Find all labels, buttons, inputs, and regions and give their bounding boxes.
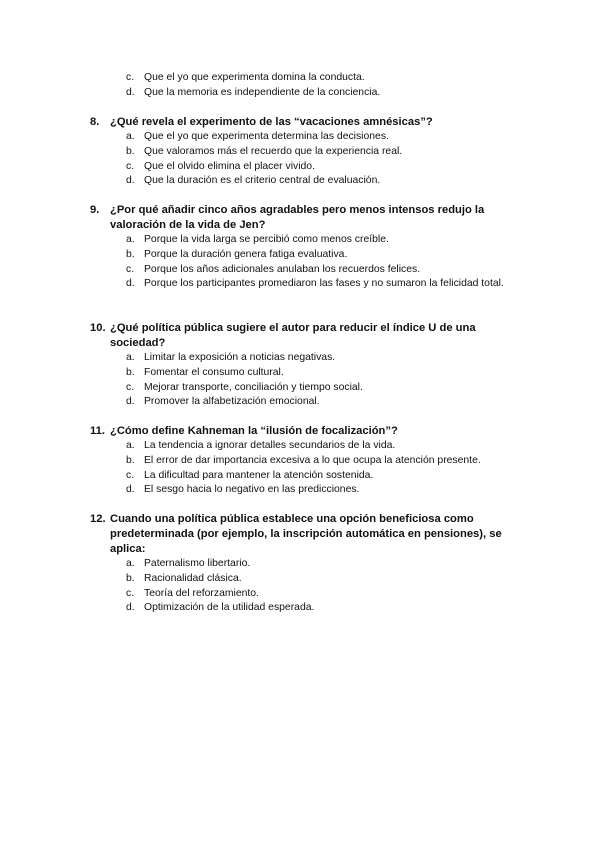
option-text: Limitar la exposición a noticias negativas. (144, 352, 336, 363)
question-number: 8. (90, 116, 100, 128)
option-letter: d. (126, 175, 135, 187)
option-text: La dificultad para mantener la atención sostenida. (144, 469, 374, 481)
question-text: Cuando una política pública establece una opción beneficiosa como predeterminada (por ejemplo, la inscripción automática en pensiones), se aplica: (110, 513, 502, 555)
option-text: Porque los participantes promediaron las fases y no sumaron la felicidad total. (144, 278, 504, 290)
option-text: El error de dar importancia excesiva a lo que ocupa la atención presente. (144, 454, 481, 466)
option-a (90, 557, 530, 572)
option-text: Racionalidad clásica. (144, 572, 242, 584)
option-text: Que la memoria es independiente de la conciencia. (144, 86, 381, 98)
option-letter: c. (126, 587, 135, 599)
option-letter: b. (126, 454, 135, 466)
option-letter: a. (126, 440, 135, 451)
option-d (90, 395, 530, 410)
option-a (90, 439, 530, 454)
option-letter: d. (126, 602, 135, 614)
option-text: Porque la duración genera fatiga evaluativa. (144, 248, 348, 260)
option-text: Que el yo que experimenta domina la conducta. (144, 72, 365, 83)
question-number: 11. (90, 425, 105, 437)
option-c (90, 469, 530, 484)
option-letter: a. (126, 352, 135, 363)
question-9 (90, 203, 530, 292)
option-text: Teoría del reforzamiento. (144, 587, 259, 599)
option-7d (90, 86, 530, 101)
question-text: ¿Qué revela el experimento de las “vacaciones amnésicas”? (110, 116, 433, 128)
option-letter: d. (126, 484, 135, 496)
option-letter: a. (126, 131, 135, 142)
option-letter: b. (126, 145, 135, 157)
option-letter: a. (126, 234, 135, 245)
option-a (90, 130, 530, 145)
option-d (90, 174, 530, 189)
question-text: ¿Qué política pública sugiere el autor para reducir el índice U de una sociedad? (110, 322, 476, 349)
question-10 (90, 321, 530, 410)
option-text: Porque los años adicionales anulaban los recuerdos felices. (144, 263, 421, 275)
option-letter: c. (126, 160, 135, 172)
option-b (90, 454, 530, 469)
option-letter: c. (126, 263, 135, 275)
question-heading (90, 115, 530, 130)
option-c (90, 381, 530, 396)
option-letter: c. (126, 469, 135, 481)
option-7c (90, 71, 530, 86)
option-text: El sesgo hacia lo negativo en las predicciones. (144, 484, 360, 496)
question-12 (90, 512, 530, 616)
option-text: Fomentar el consumo cultural. (144, 366, 284, 378)
option-text: Que el olvido elimina el placer vivido. (144, 160, 315, 172)
option-letter: b. (126, 572, 135, 584)
question-heading (90, 512, 530, 557)
question-number: 12. (90, 513, 106, 525)
question-11 (90, 424, 530, 498)
question-text: ¿Cómo define Kahneman la “ilusión de focalización”? (110, 425, 398, 437)
question-8 (90, 115, 530, 189)
option-text: La tendencia a ignorar detalles secundarios de la vida. (144, 440, 396, 451)
option-d (90, 277, 530, 292)
option-letter: d. (126, 86, 135, 98)
question-heading (90, 321, 530, 351)
option-b (90, 572, 530, 587)
option-text: Que valoramos más el recuerdo que la experiencia real. (144, 145, 403, 157)
question-text: ¿Por qué añadir cinco años agradables pero menos intensos redujo la valoración de la vida de Jen? (110, 204, 485, 231)
option-a (90, 351, 530, 366)
option-text: Paternalismo libertario. (144, 558, 251, 569)
option-b (90, 248, 530, 263)
option-b (90, 145, 530, 160)
option-c (90, 587, 530, 602)
option-c (90, 160, 530, 175)
option-text: Promover la alfabetización emocional. (144, 396, 320, 408)
option-a (90, 233, 530, 248)
option-text: Porque la vida larga se percibió como menos creíble. (144, 234, 389, 245)
question-heading (90, 424, 530, 439)
option-d (90, 483, 530, 498)
option-b (90, 366, 530, 381)
question-heading (90, 203, 530, 233)
option-letter: a. (126, 558, 135, 569)
option-text: Que la duración es el criterio central de evaluación. (144, 175, 381, 187)
continued-options (90, 71, 530, 101)
option-letter: c. (126, 72, 135, 83)
option-text: Mejorar transporte, conciliación y tiempo social. (144, 381, 363, 393)
question-number: 10. (90, 322, 106, 334)
question-number: 9. (90, 204, 100, 216)
option-text: Optimización de la utilidad esperada. (144, 602, 315, 614)
option-letter: d. (126, 278, 135, 290)
option-c (90, 263, 530, 278)
option-letter: d. (126, 396, 135, 408)
option-letter: b. (126, 248, 135, 260)
option-letter: c. (126, 381, 135, 393)
option-d (90, 601, 530, 616)
option-text: Que el yo que experimenta determina las decisiones. (144, 131, 389, 142)
option-letter: b. (126, 366, 135, 378)
